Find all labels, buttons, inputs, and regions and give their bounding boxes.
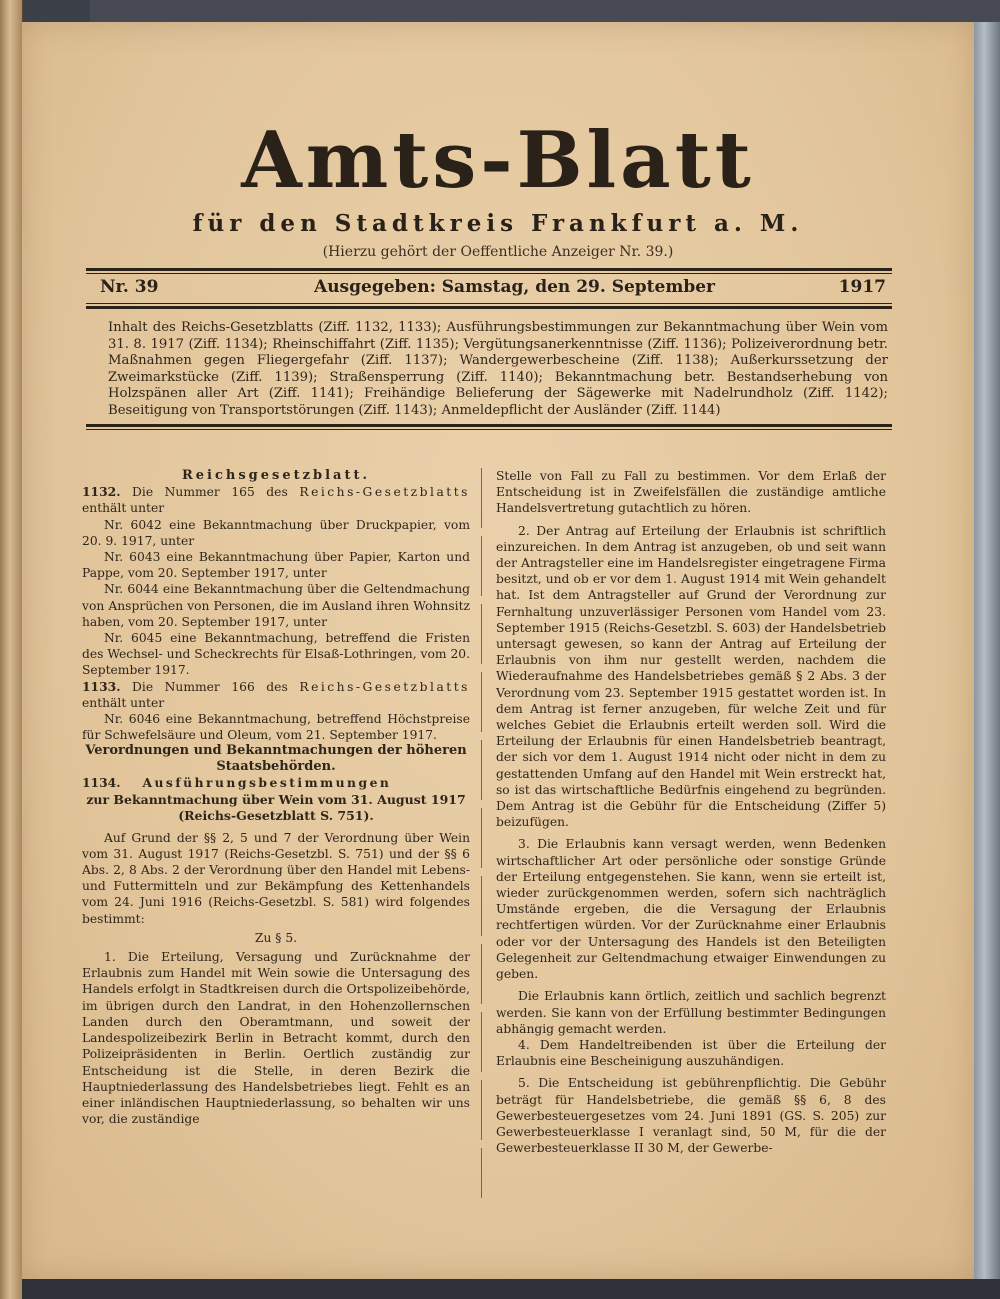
rule-contents-thin	[86, 429, 892, 430]
rule-top-thin	[86, 273, 892, 274]
rule-mid-thick	[86, 306, 892, 309]
item-1132-text-a: Die Nummer 165 des	[132, 485, 288, 500]
newspaper-page	[22, 22, 974, 1279]
item-1133	[82, 679, 470, 711]
masthead-subtitle: für den Stadtkreis Frankfurt a. M.	[192, 210, 804, 237]
item-1134-subheading: zur Bekanntmachung über Wein vom 31. August 1917 (Reichs-Gesetzblatt S. 751).	[86, 791, 466, 823]
entry-6043: Nr. 6043 eine Bekanntmachung über Papier, Karton und Pappe, vom 20. September 1917, unter	[82, 550, 470, 581]
issue-date: Ausgegeben: Samstag, den 29. September	[314, 277, 715, 297]
item-1134-number: 1134.	[82, 775, 121, 791]
masthead-note: (Hierzu gehört der Oeffentliche Anzeiger Nr. 39.)	[322, 244, 674, 260]
entry-6042: Nr. 6042 eine Bekanntmachung über Druckpapier, vom 20. 9. 1917, unter	[82, 517, 470, 548]
rule-contents-thick	[86, 424, 892, 427]
item-1132-text-b: Reichs-Gesetzblatts	[299, 485, 470, 500]
item-1132-text-c: enthält unter	[82, 501, 165, 516]
item-1132	[82, 484, 470, 516]
left-column	[82, 468, 470, 1127]
masthead-title: Amts-Blatt	[241, 115, 755, 206]
item-1133-text-a: Die Nummer 166 des	[132, 679, 288, 694]
book-binding-edge	[0, 0, 23, 1299]
item-1134-title	[82, 775, 470, 791]
scan-right-edge	[974, 22, 1000, 1279]
paragraph-5: 5. Die Entscheidung ist gebührenpflichtig. Die Gebühr beträgt für Handelsbetriebe, die gemäß §§ 6, 8 des Gewerbesteuergesetzes vom 24. Juni 1891 (GS. S. 205) zur Gewerbesteuerklasse I veranlagt sind, 50 M, für die der Gewerbesteuerklasse II 30 M, der Gewerbe-	[496, 1076, 886, 1156]
heading-verordnungen: Verordnungen und Bekanntmachungen der höheren Staatsbehörden.	[85, 743, 467, 775]
column-divider	[481, 468, 482, 1198]
item-1133-text-b: Reichs-Gesetzblatts	[299, 679, 470, 694]
item-1133-text-c: enthält unter	[82, 695, 165, 710]
entry-6046: Nr. 6046 eine Bekanntmachung, betreffend Höchstpreise für Schwefelsäure und Oleum, vom 21. September 1917.	[82, 712, 470, 743]
entry-6045: Nr. 6045 eine Bekanntmachung, betreffend die Fristen des Wechsel- und Scheckrechts für Elsaß-Lothringen, vom 20. September 1917.	[82, 631, 470, 678]
item-1133-number: 1133.	[82, 678, 121, 694]
paragraph-heading: Zu § 5.	[254, 930, 298, 945]
rule-top-thick	[86, 268, 892, 271]
issue-year: 1917	[838, 277, 886, 297]
paragraph-2: 2. Der Antrag auf Erteilung der Erlaubnis ist schriftlich einzureichen. In dem Antrag ist anzugeben, ob und seit wann der Antragsteller eine im Handelsregister eingetragene Firma besitzt, und ob er vor dem 1. August 1914 mit Wein gehandelt hat. Ist dem Antragsteller auf Grund der Verordnung zur Fernhaltung unzuverlässiger Personen vom Handel vom 23. September 1915 (Reichs-Gesetzbl. S. 603) der Handelsbetrieb untersagt gewesen, so kann der Antrag auf Erteilung der Erlaubnis von ihm nur gestellt werden, nachdem die Wiederaufnahme des Handelsbetriebes gemäß § 2 Abs. 3 der Verordnung vom 23. September 1915 gestattet worden ist. In dem Antrag ist ferner anzugeben, für welche Zeit und für welches Gebiet die Erlaubnis erteilt werden soll. Wird die Erteilung der Erlaubnis für einen Handelsbetrieb beantragt, der sich vor dem 1. August 1914 nicht oder nicht in dem zu gestattenden Umfang auf den Handel mit Wein erstreckt hat, so ist das wirtschaftliche Bedürfnis eingehend zu begründen. Dem Antrag ist die Gebühr für die Entscheidung (Ziffer 5) beizufügen.	[496, 523, 886, 830]
paragraph-3b: Die Erlaubnis kann örtlich, zeitlich und sachlich begrenzt werden. Sie kann von der Erfüllung bestimmter Bedingungen abhängig gemacht werden.	[496, 989, 886, 1036]
paragraph-1-continued: Stelle von Fall zu Fall zu bestimmen. Vor dem Erlaß der Entscheidung ist in Zweifelsfällen die zuständige amtliche Handelsvertretung gutachtlich zu hören.	[496, 469, 886, 516]
scan-top-edge	[90, 0, 1000, 22]
issue-number: Nr. 39	[100, 277, 159, 297]
item-1134-heading: Ausführungsbestimmungen	[142, 775, 392, 791]
intro-paragraph: Auf Grund der §§ 2, 5 und 7 der Verordnung über Wein vom 31. August 1917 (Reichs-Gesetzbl. S. 751) und der §§ 6 Abs. 2, 8 Abs. 2 der Verordnung über den Handel mit Lebens- und Futtermitteln und zur Bekämpfung des Kettenhandels vom 24. Juni 1916 (Reichs-Gesetzbl. S. 581) wird folgendes bestimmt:	[82, 830, 470, 926]
heading-reichsgesetzblatt: Reichsgesetzblatt.	[181, 468, 371, 483]
contents-text: Inhalt des Reichs-Gesetzblatts (Ziff. 1132, 1133); Ausführungsbestimmungen zur Bekanntmachung über Wein vom 31. 8. 1917 (Ziff. 1134); Rheinschiffahrt (Ziff. 1135); Vergütungsanerkenntnisse (Ziff. 1136); Polizeiverordnung betr. Maßnahmen gegen Fliegergefahr (Ziff. 1137); Wandergewerbescheine (Ziff. 1138); Außerkurssetzung der Zweimarkstücke (Ziff. 1139); Straßensperrung (Ziff. 1140); Bekanntmachung betr. Bestandserhebung von Holzspänen aller Art (Ziff. 1141); Freihändige Belieferung der Sägewerke mit Nadelrundholz (Ziff. 1142); Beseitigung von Transportstörungen (Ziff. 1143); Anmeldepflicht der Ausländer (Ziff. 1144)	[108, 320, 888, 418]
paragraph-4: 4. Dem Handeltreibenden ist über die Erteilung der Erlaubnis eine Bescheinigung auszuhändigen.	[496, 1037, 886, 1069]
right-column	[496, 468, 886, 1156]
entry-6044: Nr. 6044 eine Bekanntmachung über die Geltendmachung von Ansprüchen von Personen, die im Ausland ihren Wohnsitz haben, vom 20. September 1917, unter	[82, 582, 470, 629]
paragraph-1: 1. Die Erteilung, Versagung und Zurücknahme der Erlaubnis zum Handel mit Wein sowie die Untersagung des Handels erfolgt in Stadtkreisen durch die Ortspolizeibehörde, im übrigen durch den Landrat, in den Hohenzollernschen Landen durch den Oberamtmann, und soweit der Landespolizeibezirk Berlin in Betracht kommt, durch den Polizeipräsidenten in Berlin. Oertlich zuständig zur Entscheidung ist die Stelle, in deren Bezirk die Hauptniederlassung des Handelsbetriebes liegt. Fehlt es an einer inländischen Hauptniederlassung, so behalten wir uns vor, die zuständige	[82, 950, 470, 1127]
item-1132-number: 1132.	[82, 484, 121, 500]
table-of-contents	[108, 320, 888, 420]
issue-line	[100, 277, 886, 301]
rule-mid-thin	[86, 303, 892, 304]
paragraph-3: 3. Die Erlaubnis kann versagt werden, wenn Bedenken wirtschaftlicher Art oder persönliche oder sonstige Gründe der Erteilung entgegenstehen. Sie kann, wenn sie erteilt ist, wieder zurückgenommen werden, sofern sich nachträglich Umstände ergeben, die die Versagung der Erlaubnis rechtfertigen würden. Vor der Zurücknahme einer Erlaubnis oder vor der Untersagung des Handels ist den Beteiligten Gelegenheit zur Geltendmachung etwaiger Einwendungen zu geben.	[496, 837, 886, 982]
scan-bottom-edge	[22, 1279, 1000, 1299]
